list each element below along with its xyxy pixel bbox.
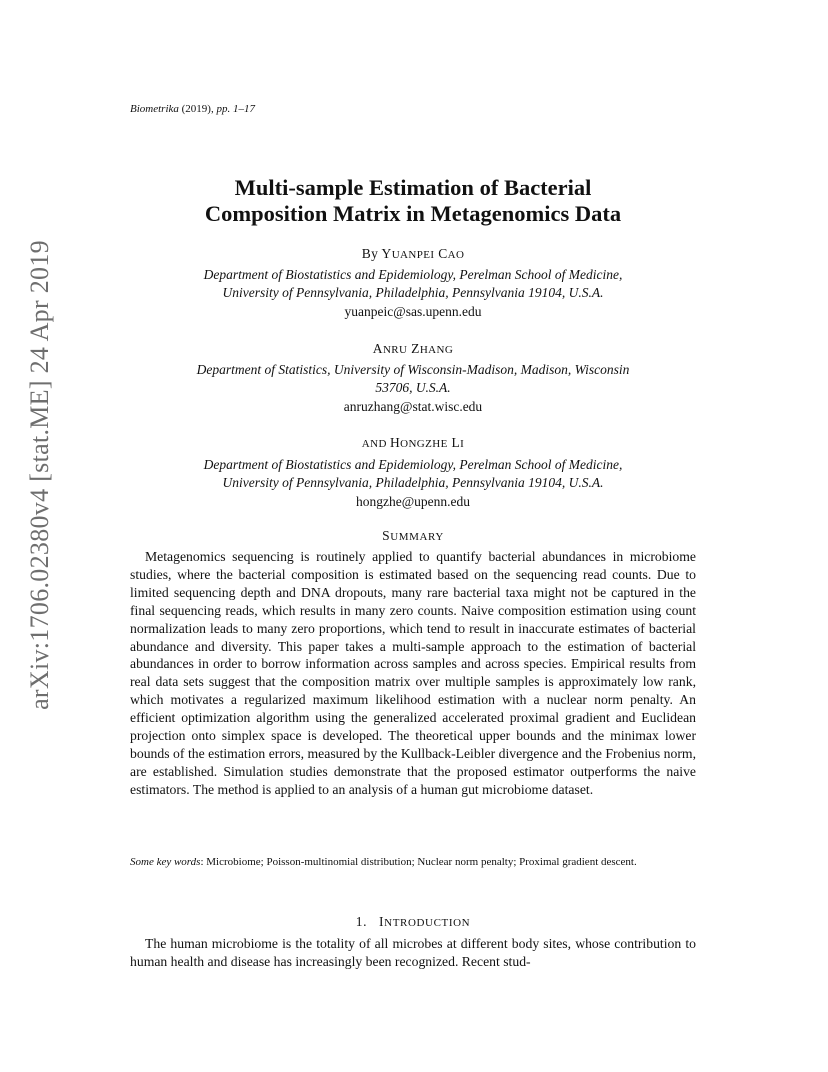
author-1-email: yuanpeic@sas.upenn.edu (344, 304, 482, 319)
author-first-initial: A (372, 341, 383, 356)
journal-name: Biometrika (130, 103, 179, 115)
author-first-rest: UANPEI (391, 249, 435, 261)
author-3-name (130, 435, 696, 451)
page-range: pp. 1–17 (216, 103, 255, 115)
paper-title (130, 175, 696, 227)
title-line-2: Composition Matrix in Metagenomics Data (204, 201, 622, 226)
author-last-rest: I (460, 438, 465, 450)
summary-heading (130, 528, 696, 544)
author-last-rest: HANG (419, 344, 454, 356)
summary-text: Metagenomics sequencing is routinely applied to quantify bacterial abundances in microbiome studies, where the bacterial composition is estimated based on the sequencing read counts. Due to limited sequencing depth and DNA dropouts, many rare bacterial taxa might not be captured in the final sequencing reads, which results in many zero counts. Naive composition estimation using count normalization leads to many zero proportions, which tend to result in inaccurate estimates of bacterial abundance and diversity. This paper takes a multi-sample approach to the estimation of bacterial abundances in order to borrow information across samples and across species. Empirical results from real data sets suggest that the composition matrix over multiple samples is approximately low rank, which motivates a regularized maximum likelihood estimation with a nuclear norm penalty. An efficient optimization algorithm using the generalized accelerated proximal gradient and Euclidean projection onto simplex space is developed. The theoretical upper bounds and the minimax lower bounds of the estimation errors, measured by the Kullback-Leibler divergence and the Frobenius norm, are established. Simulation studies demonstrate that the proposed estimator outperforms the naive estimators. The method is applied to an analysis of a human gut microbiome dataset. (130, 549, 696, 797)
author-1-affiliation (130, 266, 696, 301)
arxiv-identifier-text: arXiv:1706.02380v4 [stat.ME] 24 Apr 2019 (25, 240, 54, 710)
author-prefix: By (361, 246, 382, 261)
author-first-initial: H (389, 435, 401, 450)
section-heading-introduction (130, 914, 696, 930)
introduction-text: The human microbiome is the totality of all microbes at different body sites, whose contribution to human health and disease has increasingly been recognized. Recent stud- (130, 936, 696, 969)
affiliation-line-1: Department of Statistics, University of Wisconsin-Madison, Madison, Wisconsin (196, 362, 630, 377)
author-3-email: hongzhe@upenn.edu (355, 494, 471, 509)
author-2-name (130, 341, 696, 357)
key-words-label: Some key words (130, 856, 201, 868)
running-head (130, 103, 255, 115)
affiliation-line-2: 53706, U.S.A. (375, 379, 451, 395)
author-last-initial: C (438, 246, 448, 261)
author-first-rest: ONGZHE (400, 438, 448, 450)
summary-heading-initial: S (382, 528, 391, 543)
arxiv-identifier-stamp (20, 240, 60, 710)
journal-year: (2019), (178, 103, 217, 115)
author-2-affiliation (130, 361, 696, 396)
section-heading-rest: NTRODUCTION (384, 917, 471, 929)
author-1-name (130, 246, 696, 262)
affiliation-line-1: Department of Biostatistics and Epidemiology, Perelman School of Medicine, (203, 457, 623, 472)
author-last-initial: Z (411, 341, 420, 356)
title-line-1: Multi-sample Estimation of Bacterial (234, 175, 592, 200)
key-words (130, 855, 696, 869)
author-2-email: anruzhang@stat.wisc.edu (343, 399, 483, 414)
affiliation-line-2: University of Pennsylvania, Philadelphia, Pennsylvania 19104, U.S.A. (222, 284, 604, 300)
affiliation-line-2: University of Pennsylvania, Philadelphia, Pennsylvania 19104, U.S.A. (222, 474, 604, 490)
author-first-initial: Y (381, 246, 392, 261)
author-last-initial: L (451, 435, 461, 450)
author-last-rest: AO (447, 249, 465, 261)
section-heading-initial: I (379, 914, 385, 929)
author-3-affiliation (130, 456, 696, 491)
affiliation-line-1: Department of Biostatistics and Epidemiology, Perelman School of Medicine, (203, 267, 623, 282)
author-prefix: AND (361, 438, 390, 450)
key-words-text: : Microbiome; Poisson-multinomial distribution; Nuclear norm penalty; Proximal gradient descent. (200, 856, 637, 868)
section-number: 1. (355, 914, 368, 929)
summary-heading-rest: UMMARY (390, 531, 444, 543)
author-first-rest: NRU (382, 344, 408, 356)
